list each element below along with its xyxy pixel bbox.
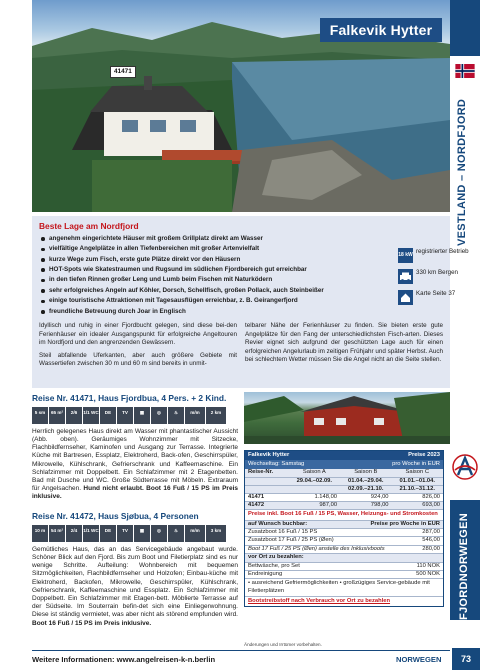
extra-price: 546,00: [422, 537, 440, 544]
season-dates: 01.01.–01.04.: [399, 477, 435, 484]
table-dates-row: [245, 486, 443, 494]
column-header: Reise-Nr.: [248, 469, 274, 476]
house-title: Reise Nr. 41472, Haus Sjøbua, 4 Personen: [32, 511, 199, 521]
price-note: Preise inkl. Boot 16 Fuß / 15 PS, Wasser, Heizungs- und Stromkosten: [245, 510, 443, 520]
washing-machine-icon: ◎: [151, 407, 167, 424]
table-cell: 693,00: [422, 502, 441, 509]
table-row: [245, 529, 443, 537]
table-cell: 41471: [248, 494, 265, 501]
house-description: [32, 546, 238, 628]
rooms-beds-icon: 2/4: [66, 525, 82, 542]
table-cell: [289, 486, 340, 493]
column-header: Saison C: [405, 469, 430, 476]
region-label: VESTLAND – NORDFJORD: [456, 98, 468, 246]
mobile-icon: m/m: [185, 407, 205, 424]
distance-water-icon: 5 sm: [32, 407, 48, 424]
shop-distance-icon: 3 km: [206, 525, 226, 542]
table-cell: 798,00: [370, 502, 389, 509]
price-table-subheader: [245, 460, 443, 469]
highlights-heading: Beste Lage am Nordfjord: [39, 221, 139, 231]
onsite-price: 500 NOK: [416, 571, 440, 578]
car-distance-icon: [398, 269, 413, 284]
table-cell: 987,00: [319, 502, 338, 509]
norway-flag-icon: [455, 64, 475, 78]
footer-info: Weitere Informationen: www.angelreisen-k-n.berlin: [32, 655, 216, 664]
table-row: [245, 537, 443, 545]
photo-reference-badge: 41471: [110, 66, 136, 78]
table-row: [245, 502, 443, 510]
column-header: Saison A: [302, 469, 326, 476]
tv-icon: TV: [117, 407, 133, 424]
rooms-beds-icon: 2/6: [66, 407, 82, 424]
table-row: [245, 494, 443, 502]
footer-country: NORWEGEN: [396, 655, 442, 664]
table-row: [245, 546, 443, 554]
paragraph: Steil abfallende Uferkanten, aber auch größere Gebiete mit Wassertiefen zwischen 30 m und 60 m sind bereits in unmit-: [39, 351, 237, 368]
table-cell: [245, 478, 289, 485]
fact-text: Karte Seite 37: [416, 290, 456, 297]
bathroom-icon: 1/1 WC: [83, 525, 99, 542]
price-table-title: Falkevik Hytter: [248, 452, 290, 458]
extra-item: Boot 17 Fuß / 25 PS (Øen) anstelle des Inklusivboots: [248, 545, 385, 552]
dishwasher-icon: ▦: [134, 407, 150, 424]
house-description: [32, 428, 238, 502]
season-dates: 02.09.–21.10.: [348, 485, 384, 492]
price-table-year: Preise 2023: [408, 452, 440, 458]
description-column-2: [245, 322, 443, 373]
paragraph: Idyllisch und ruhig in einer Fjordbucht gelegen, sind diese bei-den Ferienhäuser ein idealer Ausgangspunkt für erfolgreiche Angeltouren im Nordfjord und den angrenzenden Gewässern.: [39, 322, 237, 347]
house-description-text: Herrlich gelegenes Haus direkt am Wasser mit phantastischer Aussicht (Abb. oben). Geräumiges Wohnzimmer mit Sitzecke, Flachbildfernseher, Kaminofen und Ausgang zur Terrasse. Integrierte Küche mit Bartresen, Essplatz, Elektroherd, Back-ofen, Geschirrspüler, Mikrowelle, Kühlschrank, Gefrierschrank und Kaffeemaschine. Ein Schlafzimmer mit Doppelbett. Ein Schlafzimmer mit 2 Etagenbetten. Bad mit Dusche und WC. Große Südterrasse mit Möbeln. Extraraum für Angelsachen.: [32, 427, 238, 493]
house-sjobua: [32, 511, 238, 628]
table-cell: 924,00: [370, 494, 389, 501]
table-cell: 41472: [248, 502, 265, 509]
side-color-tab: [450, 0, 480, 56]
list-item: einige touristische Attraktionen mit Tagesausflügen erreichbar, z. B. Geirangerfjord: [39, 296, 375, 306]
season-dates: 01.04.–29.04.: [348, 477, 384, 484]
fireplace-icon: ♨: [168, 407, 184, 424]
shop-distance-icon: 2 km: [206, 407, 226, 424]
bathroom-icon: 1/1 WC: [83, 407, 99, 424]
list-item: freundliche Betreuung durch Joar in Englisch: [39, 307, 375, 317]
price-table-header: [245, 451, 443, 460]
dishwasher-icon: ▦: [134, 525, 150, 542]
list-item: HOT-Spots wie Skatestraumen und Rugsund im südlichen Fjordbereich gut erreichbar: [39, 265, 375, 275]
distance-water-icon: 10 m: [32, 525, 48, 542]
extra-item: Zusatzboot 16 Fuß / 15 PS: [248, 529, 318, 536]
house-sjobua-photo: [244, 392, 450, 444]
house-conditions: Boot 16 Fuß / 15 PS im Preis inklusive.: [32, 619, 152, 627]
fact-distance: [398, 269, 478, 284]
extra-item: Zusatzboot 17 Fuß / 25 PS (Øen): [248, 537, 334, 544]
german-tv-icon: DE: [100, 525, 116, 542]
list-item: kurze Wege zum Fisch, erste gute Plätze direkt vor den Häusern: [39, 255, 375, 265]
amenity-icons: [32, 407, 238, 424]
onsite-note: • ausreichend Gefriermöglichkeiten • großzügiges Service-gebäude mit Filetierplätzen: [245, 579, 443, 596]
fireplace-icon: ♨: [168, 525, 184, 542]
house-conditions: Hund nicht erlaubt. Boot 16 Fuß / 15 PS im Preis inklusive.: [32, 485, 238, 501]
tv-icon: TV: [117, 525, 133, 542]
highlights-list: [39, 234, 375, 317]
house-description-text: Gemütliches Haus, das an das Servicegebäude angebaut wurde. Schöner Blick auf den Fjord. Bis zum Boot und Filetierplatz sind es nur wenige Schritte. Aufteilung: Wohnbereich mit bequemen Sitzmöglichkeiten, Flachbildfernseher und Holzofen; Einbau-küche mit Elektroherd, Backofen, Mikrowelle, Geschirrspüler, Kühlschrank, Gefrierschrank, Kaffeemaschine und Essplatz. Ein Schlafzimmer mit Doppelbett. Ein Schlafzimmer mit Etagen-bett. Möblierte Terrasse auf der Südseite. Im Souterrain befin-det sich eine Einliegerwohnung. Diese ist ständig vermietet, was aber nicht als störend empfunden wird.: [32, 545, 238, 619]
fact-map: [398, 290, 478, 305]
house-title: Reise Nr. 41471, Haus Fjordbua, 4 Pers. + 2 Kind.: [32, 393, 227, 403]
amenity-icons: [32, 525, 238, 542]
price-table: [244, 450, 444, 607]
extras-unit: Preise pro Woche in EUR: [370, 520, 440, 527]
fact-text: registrierter Betrieb: [416, 248, 469, 255]
mobile-icon: m/m: [185, 525, 205, 542]
description-columns: [39, 322, 443, 373]
fuel-note: Bootstreibstoff nach Verbrauch vor Ort zu bezahlen: [248, 597, 391, 604]
list-item: sehr erfolgreiches Angeln auf Köhler, Dorsch, Schellfisch, großen Pollack, auch Steinbeißer: [39, 286, 375, 296]
area-icon: 54 m²: [49, 525, 65, 542]
season-dates: 29.04.–02.09.: [296, 477, 333, 484]
extra-price: 287,00: [422, 529, 440, 536]
registered-company-icon: 18 kW: [398, 248, 413, 263]
angelreisen-logo-icon: [451, 452, 479, 482]
onsite-label: vor Ort zu bezahlen:: [248, 554, 304, 561]
paragraph: telbarer Nähe der Ferienhäuser zu finden. Sie bieten erste gute Angelplätze für den Fang der unterschiedlichsten Fisch-arten. Dieses Revier eignet sich aufgrund der geschützten Lage auch für einen erfolgreichen Angelurlaub im zeitigen Frühjahr und später Herbst. Auch bei schlechtem Wetter müssen Sie die Angel nicht an die Seite stellen.: [245, 322, 443, 364]
table-row: [245, 571, 443, 579]
changeover-day: Wechseltag: Samstag: [248, 461, 305, 468]
table-cell: [245, 486, 289, 493]
fact-text: 330 km Bergen: [416, 269, 458, 276]
extras-label: auf Wunsch buchbar:: [248, 520, 308, 527]
fact-registered: [398, 248, 478, 263]
price-unit: pro Woche in EUR: [392, 461, 440, 468]
disclaimer: Änderungen und Irrtümer vorbehalten.: [244, 642, 322, 647]
page-title: Falkevik Hytter: [320, 18, 442, 42]
list-item: in den tiefen Rinnen großer Leng und Lumb beim Fischen mit Naturködern: [39, 275, 375, 285]
onsite-item: Endreinigung: [248, 571, 283, 578]
highlights-box: [32, 216, 469, 388]
table-cell: 826,00: [422, 494, 441, 501]
table-dates-row: [245, 478, 443, 486]
season-dates: 21.10.–31.12.: [399, 485, 435, 492]
onsite-price: 110 NOK: [416, 562, 440, 569]
column-header: Saison B: [354, 469, 378, 476]
list-item: angenehm eingerichtete Häuser mit großem Grillplatz direkt am Wasser: [39, 234, 375, 244]
facts-icons: [398, 248, 478, 311]
washing-machine-icon: ◎: [151, 525, 167, 542]
onsite-item: Bettwäsche, pro Set: [248, 562, 300, 569]
page-number: 73: [452, 648, 480, 670]
german-tv-icon: DE: [100, 407, 116, 424]
house-fjordbua: [32, 393, 238, 502]
area-icon: 65 m²: [49, 407, 65, 424]
map-house-icon: [398, 290, 413, 305]
table-row: [245, 563, 443, 571]
extras-header: [245, 521, 443, 529]
region-label-bottom: FJORDNORWEGEN: [458, 513, 470, 620]
list-item: vielfältige Angelplätze in allen Tiefenbereichen mit großer Artenvielfalt: [39, 244, 375, 254]
footer-divider: [32, 650, 450, 651]
table-header-row: [245, 469, 443, 477]
house-sjobua-illustration: [244, 392, 450, 444]
hero-photo: [32, 0, 450, 212]
onsite-header: [245, 554, 443, 562]
extra-price: 280,00: [422, 545, 440, 552]
table-cell: 1.148,00: [314, 494, 338, 501]
description-column-1: [39, 322, 237, 373]
